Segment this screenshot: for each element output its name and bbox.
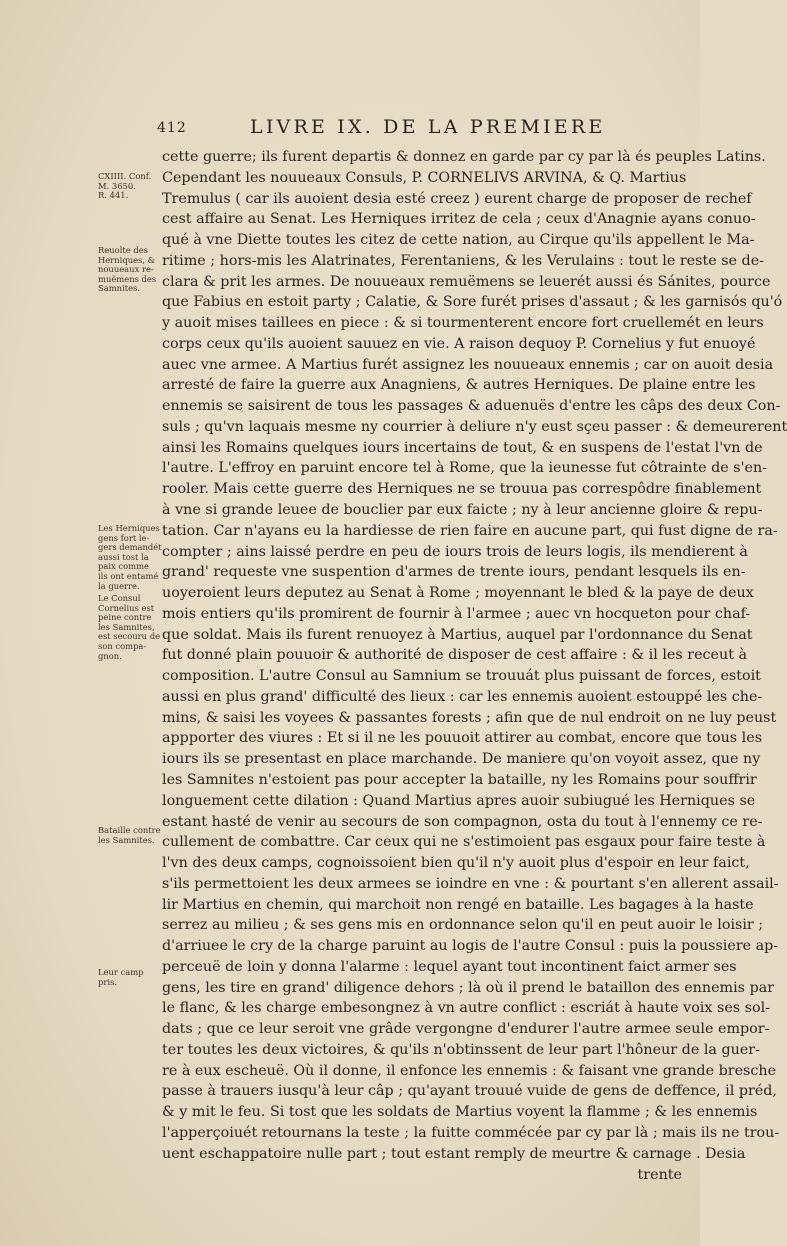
text-line: lir Martius en chemin, qui marchoit non rengé en bataille. Les bagages à la haste bbox=[162, 896, 754, 913]
text-line: cullement de combattre. Car ceux qui ne s'estimoient pas esgaux pour faire teste à bbox=[162, 834, 766, 851]
text-line: aussi en plus grand' difficulté des lieux : car les ennemis auoient estouppé les che- bbox=[162, 688, 763, 705]
margin-note-line: Leur camp bbox=[98, 967, 144, 977]
text-line: ennemis se saisirent de tous les passages & aduenuës d'entre les câps des deux Con- bbox=[162, 398, 781, 415]
margin-note-line: Cornelius est bbox=[98, 602, 155, 613]
margin-note-line: gnon. bbox=[98, 650, 122, 661]
margin-note-line: Reuolte des bbox=[98, 245, 148, 255]
margin-note-line: son compa- bbox=[98, 640, 147, 651]
text-line: d'arriuee le cry de la charge paruint au logis de l'autre Consul : puis la poussiere ap- bbox=[162, 938, 779, 955]
text-line: ritime ; hors-mis les Alatrinates, Ferentaniens, & les Verulains : tout le reste se de- bbox=[162, 252, 764, 269]
text-line: y auoit mises taillees en piece : & si tourmenterent encore fort cruellemét en leurs bbox=[162, 315, 764, 332]
text-line: l'autre. L'effroy en paruint encore tel à Rome, que la ieunesse fut côtrainte de s'en- bbox=[162, 460, 768, 477]
margin-note-line: ils ont entamé bbox=[98, 570, 159, 581]
margin-note-camp-taken bbox=[98, 968, 162, 987]
body-text bbox=[162, 147, 787, 1185]
text-line: auec vne armee. A Martius furét assignez les nouueaux ennemis ; car on auoit desia bbox=[162, 356, 774, 373]
text-line: mois entiers qu'ils promirent de fournir à l'armee ; auec vn hocqueton pour chaf- bbox=[162, 605, 751, 622]
text-line: rooler. Mais cette guerre des Herniques ne se trouua pas correspôdre finablement bbox=[162, 481, 762, 498]
margin-note-cornelius bbox=[98, 594, 162, 661]
text-line: uent eschappatoire nulle part ; tout estant remply de meurtre & carnage . Desia bbox=[162, 1145, 746, 1162]
catchword: trente bbox=[637, 1166, 682, 1183]
text-line: cest affaire au Senat. Les Herniques irritez de cela ; ceux d'Anagnie ayans conuo- bbox=[162, 211, 756, 228]
text-line: gens, les tire en grand' diligence dehors ; là où il prend le bataillon des ennemis par bbox=[162, 979, 775, 996]
margin-note-consuls bbox=[98, 172, 162, 201]
text-line: qué à vne Diette toutes les citez de cette nation, au Cirque qu'ils appellent le Ma- bbox=[162, 232, 755, 249]
margin-note-line: la guerre. bbox=[98, 580, 140, 591]
text-line: appporter des viures : Et si il ne les pouuoit attirer au combat, encore que tous les bbox=[162, 730, 763, 747]
text-line: tation. Car n'ayans eu la hardiesse de rien faire en aucune part, qui fust digne de ra- bbox=[162, 522, 778, 539]
text-line: estant hasté de venir au secours de son compagnon, osta du tout à l'ennemy ce re- bbox=[162, 813, 763, 830]
text-line: ainsi les Romains quelques iours incertains de tout, & en suspens de l'estat l'vn de bbox=[162, 439, 763, 456]
text-line: & y mit le feu. Si tost que les soldats de Martius voyent la flamme ; & les ennemis bbox=[162, 1104, 758, 1121]
text-line: corps ceux qu'ils auoient sauuez en vie. A raison dequoy P. Cornelius y fut enuoyé bbox=[162, 335, 756, 352]
text-line: les Samnites n'estoient pas pour accepter la bataille, ny les Romains pour souffrir bbox=[162, 771, 757, 788]
text-line: longuement cette dilation : Quand Martius apres auoir subiugué les Herniques se bbox=[162, 792, 756, 809]
margin-note-line: Bataille contre bbox=[98, 825, 161, 835]
text-line: que soldat. Mais ils furent renuoyez à Martius, auquel par l'ordonnance du Senat bbox=[162, 626, 753, 643]
running-title: LIVRE IX. DE LA PREMIERE bbox=[250, 116, 606, 138]
text-line: arresté de faire la guerre aux Anagniens, & autres Herniques. De plaine entre les bbox=[162, 377, 756, 394]
margin-note-line: les Samnites. bbox=[98, 834, 155, 845]
margin-note-line: paix comme bbox=[98, 561, 149, 572]
text-line: s'ils permettoient les deux armees se ioindre en vne : & pourtant s'en allerent assail- bbox=[162, 875, 779, 892]
text-line: à vne si grande leuee de bouclier par eux faicte ; ny à leur ancienne gloire & repu- bbox=[162, 502, 763, 519]
text-line: Cependant les nouueaux Consuls, P. CORNELIVS ARVINA, & Q. Martius bbox=[162, 169, 687, 186]
text-line: dats ; que ce leur seroit vne grâde vergongne d'endurer l'autre armee seule empor- bbox=[162, 1021, 770, 1038]
margin-note-line: aussi tost la bbox=[98, 551, 149, 562]
text-line: cette guerre; ils furent departis & donnez en garde par cy par là és peuples Latins. bbox=[162, 149, 766, 165]
text-line: l'apperçoiuét retournans la teste ; la fuitte commécée par cy par là ; mais ils ne trou- bbox=[162, 1124, 780, 1141]
text-line: compter ; ains laissé perdre en peu de iours trois de leurs logis, ils mendierent à bbox=[162, 543, 748, 560]
text-line: clara & prit les armes. De nouueaux remuëmens se leuerét aussi és Sánites, pource bbox=[162, 273, 771, 290]
text-line: Tremulus ( car ils auoient desia esté creez ) eurent charge de proposer de rechef bbox=[162, 190, 752, 207]
text-line: ter toutes les deux victoires, & qu'ils n'obtinssent de leur part l'hôneur de la guer- bbox=[162, 1041, 760, 1058]
text-line: re à eux escheuë. Où il donne, il enfonce les ennemis : & faisant vne grande bresche bbox=[162, 1062, 777, 1079]
text-line: passe à trauers iusqu'à leur câp ; qu'ayant trouué vuide de gens de deffence, il préd, bbox=[162, 1083, 777, 1100]
margin-note-herniques-peace bbox=[98, 524, 162, 591]
margin-note-line: gers demandét bbox=[98, 542, 162, 553]
margin-note-line: R. 441. bbox=[98, 190, 129, 201]
text-line: le flanc, & les charge embesongnez à vn autre conflict : escriát à haute voix ses sol- bbox=[162, 1000, 771, 1017]
margin-note-line: les Samnites, bbox=[98, 621, 155, 632]
margin-note-line: est secouru de bbox=[98, 631, 161, 642]
text-line: iours ils se presentast en place marchande. De maniere qu'on voyoit assez, que ny bbox=[162, 751, 761, 768]
margin-note-line: Herniques, & bbox=[98, 254, 156, 265]
margin-note-line: gens fort le- bbox=[98, 532, 150, 543]
text-line: que Fabius en estoit party ; Calatie, & Sore furét prises d'assaut ; & les garnisós qu'ó bbox=[162, 294, 783, 311]
margin-note-line: pris. bbox=[98, 976, 118, 987]
text-line: grand' requeste vne suspention d'armes de trente iours, pendant lesquels ils en- bbox=[162, 564, 746, 581]
margin-note-line: Le Consul bbox=[98, 593, 141, 603]
page-number: 412 bbox=[157, 120, 187, 136]
margin-note-line: nouueaux re- bbox=[98, 264, 154, 275]
text-line: mins, & saisi les voyees & passantes forests ; afin que de nul endroit on ne luy peust bbox=[162, 709, 777, 726]
text-line: uoyeroient leurs deputez au Senat à Rome ; moyennant le bled & la paye de deux bbox=[162, 585, 754, 602]
margin-note-battle bbox=[98, 826, 162, 845]
margin-note-line: muëmens des bbox=[98, 273, 157, 284]
margin-note-line: peine contre bbox=[98, 612, 152, 623]
margin-note-revolt bbox=[98, 246, 162, 294]
margin-note-line: Les Herniques bbox=[98, 523, 160, 533]
text-line: suls ; qu'vn laquais mesme ny courrier à deliure n'y eust sçeu passer : & demeurerent bbox=[162, 418, 787, 435]
margin-note-line: CXIIII. Conf. bbox=[98, 171, 152, 181]
text-line: fut donné plain pouuoir & authorité de disposer de cest affaire : & il les receut à bbox=[162, 647, 748, 664]
text-line: perceuë de loin y donna l'alarme : lequel ayant tout incontinent faict armer ses bbox=[162, 958, 737, 975]
text-line: serrez au milieu ; & ses gens mis en ordonnance selon qu'il en peut auoir le loisir ; bbox=[162, 917, 764, 934]
margin-note-line: Samnites. bbox=[98, 283, 141, 294]
text-line: composition. L'autre Consul au Samnium se trouuát plus puissant de forces, estoit bbox=[162, 668, 761, 685]
margin-note-line: M. 3650. bbox=[98, 180, 136, 191]
text-line: l'vn des deux camps, cognoissoient bien qu'il n'y auoit plus d'espoir en leur faict, bbox=[162, 855, 750, 872]
